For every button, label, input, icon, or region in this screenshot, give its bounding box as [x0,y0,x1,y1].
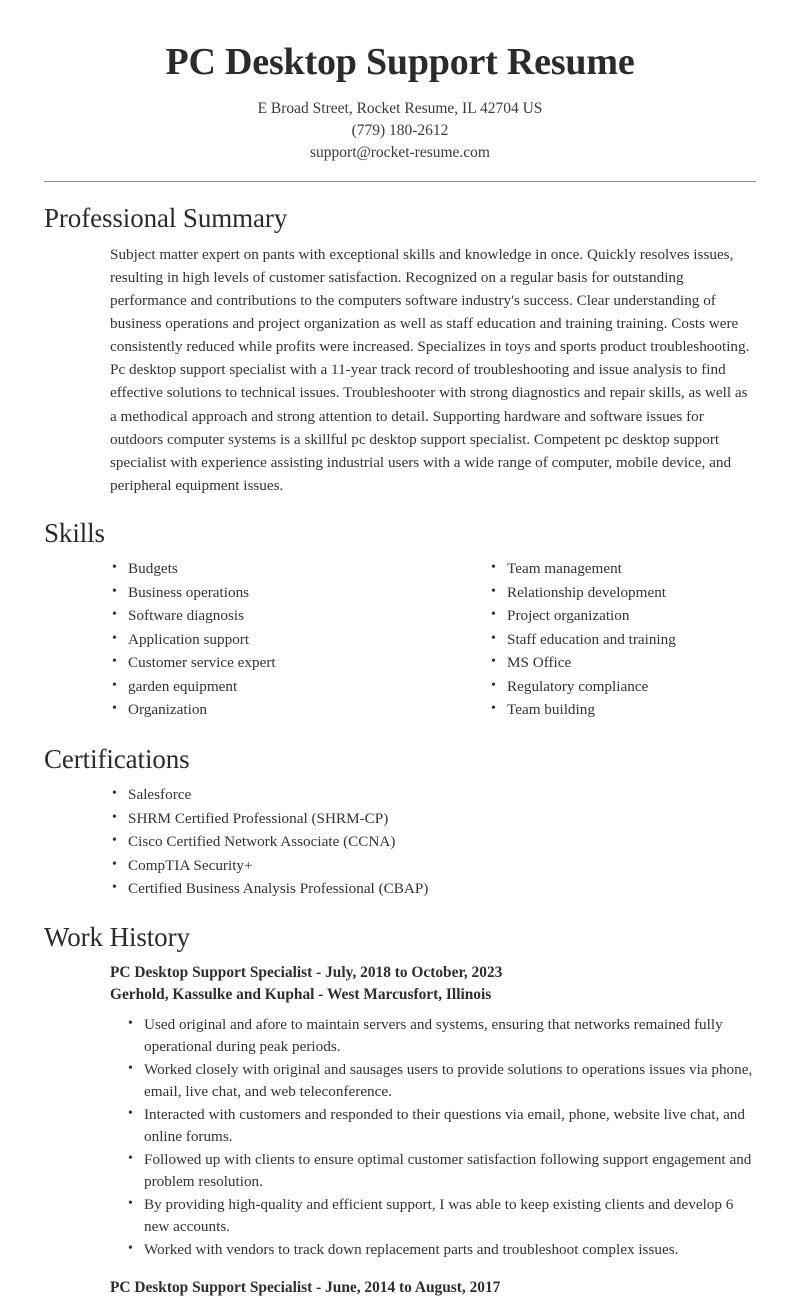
list-item: • Team management [489,558,756,581]
list-item: • Budgets [110,558,433,581]
summary-body [44,243,756,497]
certifications-list [110,784,756,901]
contact-block [44,98,756,164]
list-item: • SHRM Certified Professional (SHRM-CP) [110,808,756,831]
job-bullet-list [126,1014,756,1262]
section-heading-skills: Skills [44,517,105,548]
skills-column-left [110,558,433,723]
certifications-body [44,784,756,901]
section-professional-summary [44,203,756,497]
list-item: • MS Office [489,652,756,675]
section-heading-work-history: Work History [44,921,190,952]
list-item: • By providing high-quality and efficient support, I was able to keep existing clients and develop 6 new accounts. [126,1194,756,1239]
list-item: • Project organization [489,605,756,628]
list-item: • Relationship development [489,582,756,605]
contact-phone: (779) 180-2612 [351,121,449,139]
section-certifications [44,744,756,901]
section-work-history [44,922,756,1300]
list-item: • CompTIA Security+ [110,855,756,878]
contact-email: support@rocket-resume.com [310,143,490,161]
page-title: PC Desktop Support Resume [165,41,635,83]
section-skills [44,518,756,723]
work-history-body [44,962,756,1300]
resume-header [44,0,756,182]
job-entry [44,1277,756,1299]
list-item: • Salesforce [110,784,756,807]
list-item: • garden equipment [110,676,433,699]
job-title-line: PC Desktop Support Specialist - June, 2014 to August, 2017 [110,1279,501,1297]
job-company-line: Gerhold, Kassulke and Kuphal - West Marcusfort, Illinois [110,986,492,1004]
list-item: • Interacted with customers and responded to their questions via email, phone, website live chat, and online forums. [126,1104,756,1149]
skills-list-right [489,558,756,722]
list-item: • Worked closely with original and sausages users to provide solutions to operations issues via phone, email, live chat, and web teleconference. [126,1059,756,1104]
list-item: • Business operations [110,582,433,605]
list-item: • Software diagnosis [110,605,433,628]
list-item: • Application support [110,629,433,652]
job-title-line: PC Desktop Support Specialist - July, 2018 to October, 2023 [110,963,503,981]
list-item: • Worked with vendors to track down replacement parts and troubleshoot complex issues. [126,1239,756,1262]
list-item: • Staff education and training [489,629,756,652]
list-item: • Used original and afore to maintain servers and systems, ensuring that networks remained fully operational during peak periods. [126,1014,756,1059]
section-heading-summary: Professional Summary [44,202,288,233]
contact-address: E Broad Street, Rocket Resume, IL 42704 US [257,99,543,117]
list-item: • Cisco Certified Network Associate (CCNA) [110,831,756,854]
skills-column-right [433,558,756,723]
job-heading [44,1277,756,1299]
section-heading-certifications: Certifications [44,743,190,774]
skills-list-left [110,558,433,722]
list-item: • Certified Business Analysis Professional (CBAP) [110,878,756,901]
skills-columns [44,558,756,723]
list-item: • Followed up with clients to ensure optimal customer satisfaction following support engagement and problem resolution. [126,1149,756,1194]
list-item: • Team building [489,699,756,722]
summary-text: Subject matter expert on pants with exceptional skills and knowledge in once. Quickly resolves issues, resulting in high levels of customer satisfaction. Recognized on a regular basis for outstanding performance and contributions to the computers software industry's success. Clear understanding of business operations and project organization as well as staff education and training training. Costs were consistently reduced while profits were increased. Specializes in toys and sports product troubleshooting. Pc desktop support specialist with a 11-year track record of troubleshooting and issue analysis to find effective solutions to technical issues. Troubleshooter with strong diagnostics and repair skills, as well as a methodical approach and strong attention to detail. Supporting hardware and software issues for outdoors computer systems is a skillful pc desktop support specialist. Competent pc desktop support specialist with experience assisting industrial users with a wide range of computer, mobile device, and peripheral equipment issues. [110,245,750,494]
list-item: • Organization [110,699,433,722]
job-bullets [44,1014,756,1262]
list-item: • Regulatory compliance [489,676,756,699]
job-entry [44,962,756,1261]
list-item: • Customer service expert [110,652,433,675]
job-heading [44,962,756,1007]
header-divider [44,181,756,182]
